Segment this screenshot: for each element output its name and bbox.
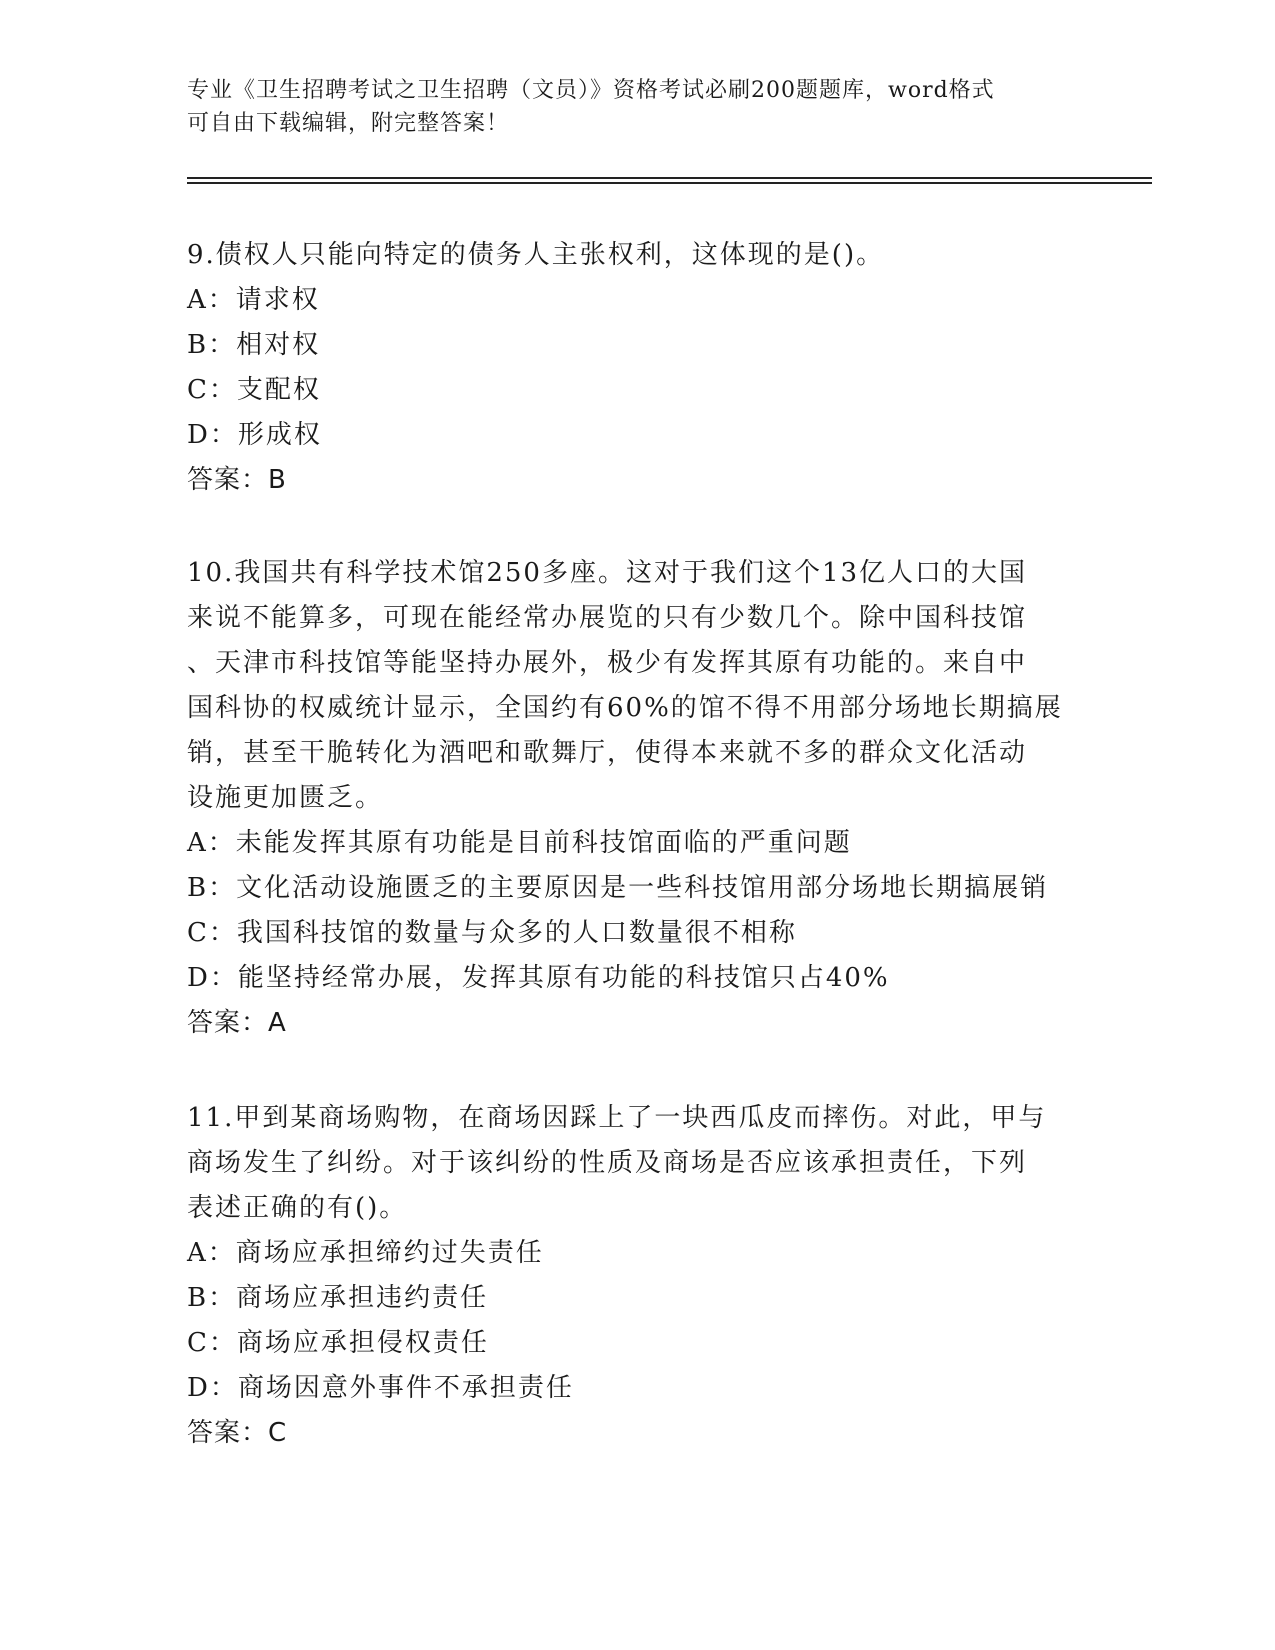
- option-b: B：商场应承担违约责任: [187, 1283, 489, 1313]
- option-a: A：请求权: [187, 285, 320, 315]
- question-stem-line: 、天津市科技馆等能坚持办展外，极少有发挥其原有功能的。来自中: [187, 648, 1028, 678]
- option-c: C：支配权: [187, 375, 321, 405]
- option-a: A：未能发挥其原有功能是目前科技馆面临的严重问题: [187, 828, 852, 858]
- question-stem-line: 11.甲到某商场购物，在商场因踩上了一块西瓜皮而摔伤。对此，甲与: [187, 1103, 1047, 1133]
- option-b: B：文化活动设施匮乏的主要原因是一些科技馆用部分场地长期搞展销: [187, 873, 1049, 903]
- question-10: [187, 551, 1077, 1046]
- question-stem-line: 设施更加匮乏。: [187, 783, 384, 813]
- option-a: A：商场应承担缔约过失责任: [187, 1238, 544, 1268]
- question-stem-line: 国科协的权威统计显示，全国约有60%的馆不得不用部分场地长期搞展: [187, 693, 1063, 723]
- question-11: [187, 1096, 1077, 1456]
- answer: 答案：C: [187, 1418, 288, 1448]
- option-d: D：形成权: [187, 420, 322, 450]
- option-b: B：相对权: [187, 330, 321, 360]
- option-c: C：我国科技馆的数量与众多的人口数量很不相称: [187, 918, 797, 948]
- option-d: D：商场因意外事件不承担责任: [187, 1373, 574, 1403]
- header-line-1: 专业《卫生招聘考试之卫生招聘（文员）》资格考试必刷200题题库，word格式: [187, 78, 995, 103]
- document-header: [187, 74, 1067, 140]
- header-line-2: 可自由下载编辑，附完整答案！: [187, 111, 510, 136]
- question-stem-line: 商场发生了纠纷。对于该纠纷的性质及商场是否应该承担责任，下列: [187, 1148, 1028, 1178]
- question-stem-line: 来说不能算多，可现在能经常办展览的只有少数几个。除中国科技馆: [187, 603, 1028, 633]
- option-d: D：能坚持经常办展，发挥其原有功能的科技馆只占40%: [187, 963, 890, 993]
- question-stem-line: 表述正确的有()。: [187, 1193, 408, 1223]
- header-divider-top: [187, 177, 1152, 179]
- answer: 答案：A: [187, 1008, 287, 1038]
- question-stem: 9.债权人只能向特定的债务人主张权利，这体现的是()。: [187, 240, 885, 270]
- answer: 答案：B: [187, 465, 287, 495]
- question-stem-line: 10.我国共有科学技术馆250多座。这对于我们这个13亿人口的大国: [187, 558, 1028, 588]
- question-9: [187, 233, 1077, 503]
- question-stem-line: 销，甚至干脆转化为酒吧和歌舞厅，使得本来就不多的群众文化活动: [187, 738, 1028, 768]
- header-divider-bottom: [187, 182, 1152, 184]
- option-c: C：商场应承担侵权责任: [187, 1328, 489, 1358]
